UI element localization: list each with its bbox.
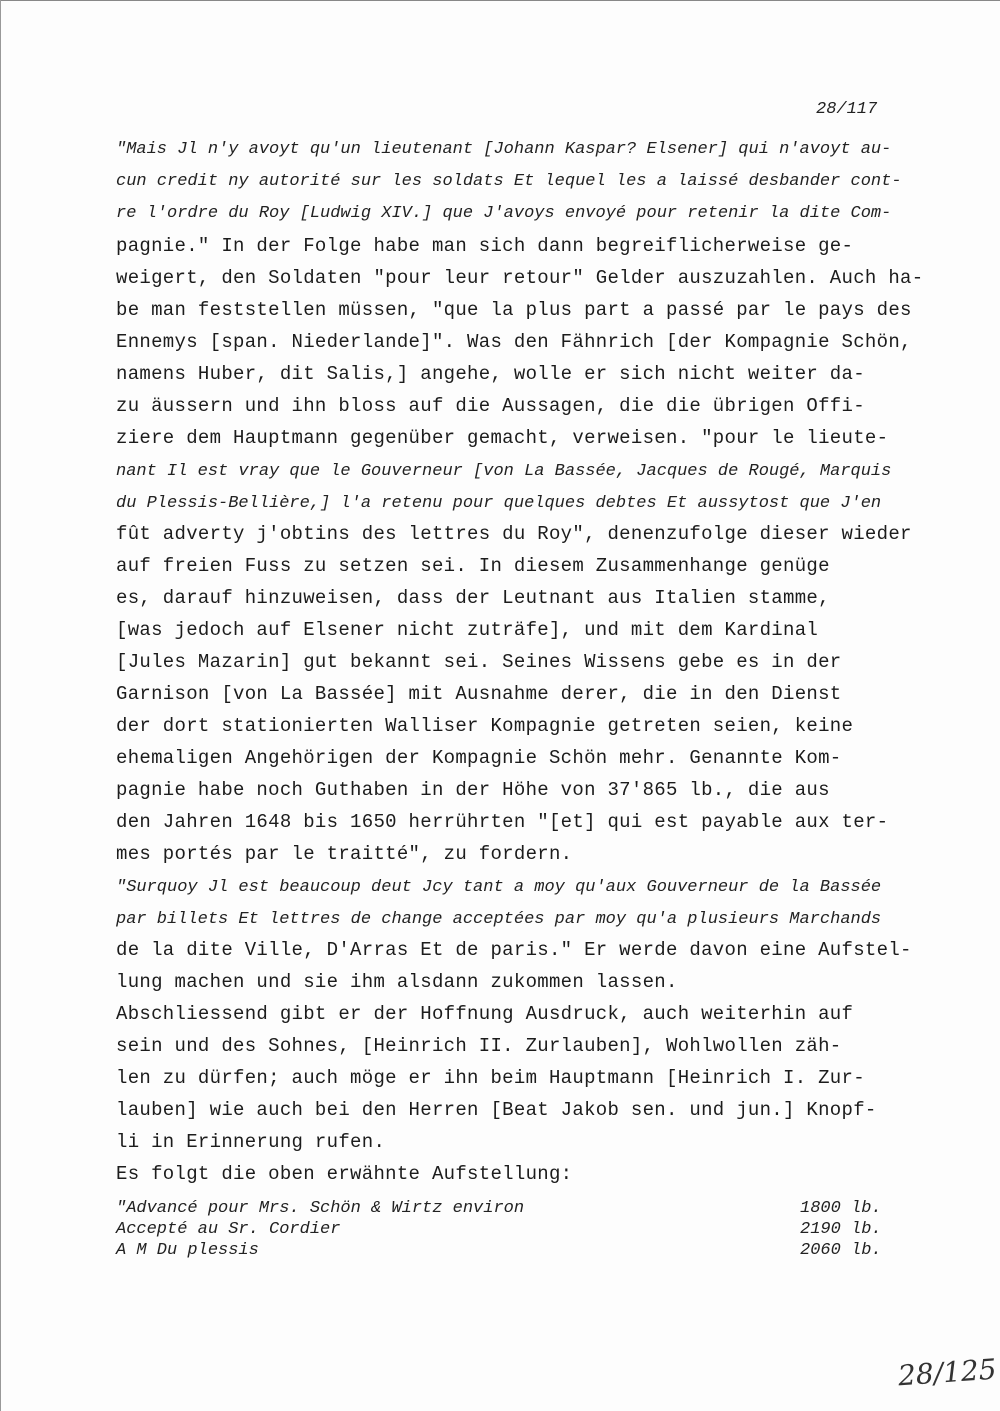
text-line: [was jedoch auf Elsener nicht zuträfe], und mit dem Kardinal: [116, 619, 819, 641]
scan-edge-top: [0, 0, 1000, 1]
scan-edge-left: [0, 0, 1, 1411]
body-text: [116, 134, 924, 1190]
text-line: [116, 486, 888, 518]
text-line-content: du Plessis-Bellière,] l'a retenu pour quelques debtes Et aussytost que J'en: [116, 494, 882, 513]
text-line: namens Huber, dit Salis,] angehe, wolle er sich nicht weiter da-: [116, 363, 865, 385]
text-line: [116, 134, 892, 166]
text-line: ehemaligen Angehörigen der Kompagnie Schön mehr. Genannte Kom-: [116, 747, 842, 769]
text-line: lung machen und sie ihm alsdann zukommen lassen.: [116, 971, 678, 993]
account-label: "Advancé pour Mrs. Schön & Wirtz environ: [116, 1199, 525, 1218]
text-line: zu äussern und ihn bloss auf die Aussagen, die die übrigen Offi-: [116, 395, 865, 417]
text-line: de la dite Ville, D'Arras Et de paris." Er werde davon eine Aufstel-: [116, 939, 912, 961]
text-line: [Jules Mazarin] gut bekannt sei. Seines Wissens gebe es in der: [116, 651, 842, 673]
text-line: [116, 454, 892, 486]
account-list: [116, 1198, 888, 1261]
text-line: fût adverty j'obtins des lettres du Roy", denenzufolge dieser wieder: [116, 523, 912, 545]
text-line: [116, 166, 902, 198]
text-line: pagnie habe noch Guthaben in der Höhe von 37'865 lb., die aus: [116, 779, 830, 801]
account-label: Accepté au Sr. Cordier: [116, 1220, 341, 1239]
text-line: den Jahren 1648 bis 1650 herrührten "[et] qui est payable aux ter-: [116, 811, 889, 833]
text-line: pagnie." In der Folge habe man sich dann begreiflicherweise ge-: [116, 235, 854, 257]
text-line: weigert, den Soldaten "pour leur retour" Gelder auszuzahlen. Auch ha-: [116, 267, 924, 289]
text-line-content: par billets Et lettres de change acceptées par moy qu'a plusieurs Marchands: [116, 910, 882, 929]
text-line: [116, 902, 888, 934]
text-line: der dort stationierten Walliser Kompagnie getreten seien, keine: [116, 715, 854, 737]
text-line: Ennemys [span. Niederlande]". Was den Fähnrich [der Kompagnie Schön,: [116, 331, 912, 353]
text-line-content: nant Il est vray que le Gouverneur [von La Bassée, Jacques de Rougé, Marquis: [116, 462, 892, 481]
text-line: mes portés par le traitté", zu fordern.: [116, 843, 573, 865]
text-line: Garnison [von La Bassée] mit Ausnahme derer, die in den Dienst: [116, 683, 842, 705]
text-line-content: "Surquoy Jl est beaucoup deut Jcy tant a moy qu'aux Gouverneur de la Bassée: [116, 878, 882, 897]
text-line: len zu dürfen; auch möge er ihn beim Hauptmann [Heinrich I. Zur-: [116, 1067, 865, 1089]
text-line: ziere dem Hauptmann gegenüber gemacht, verweisen. "pour le lieute-: [116, 427, 889, 449]
text-line: Abschliessend gibt er der Hoffnung Ausdruck, auch weiterhin auf: [116, 1003, 854, 1025]
text-line: auf freien Fuss zu setzen sei. In diesem Zusammenhange genüge: [116, 555, 830, 577]
text-line-content: "Mais Jl n'y avoyt qu'un lieutenant [Johann Kaspar? Elsener] qui n'avoyt au-: [116, 140, 892, 159]
text-line: Es folgt die oben erwähnte Aufstellung:: [116, 1163, 573, 1185]
account-label: A M Du plessis: [116, 1241, 259, 1260]
handwritten-page-number: 28/125: [896, 1352, 998, 1393]
text-line: [116, 198, 892, 230]
text-line: es, darauf hinzuweisen, dass der Leutnant aus Italien stamme,: [116, 587, 830, 609]
account-amount: 1800 lb.: [800, 1199, 882, 1218]
text-line: sein und des Sohnes, [Heinrich II. Zurlauben], Wohlwollen zäh-: [116, 1035, 842, 1057]
text-line-content: cun credit ny autorité sur les soldats Et lequel les a laissé desbander cont-: [116, 172, 902, 191]
account-amount: 2190 lb.: [800, 1220, 882, 1239]
text-line-content: re l'ordre du Roy [Ludwig XIV.] que J'avoys envoyé pour retenir la dite Com-: [116, 204, 892, 223]
text-line: be man feststellen müssen, "que la plus part a passé par le pays des: [116, 299, 912, 321]
text-line: lauben] wie auch bei den Herren [Beat Jakob sen. und jun.] Knopf-: [116, 1099, 877, 1121]
account-row: [116, 1240, 888, 1261]
page-folio: 28/117: [816, 100, 878, 119]
account-row: [116, 1198, 888, 1219]
text-line: li in Erinnerung rufen.: [116, 1131, 386, 1153]
text-line: [116, 870, 888, 902]
account-row: [116, 1219, 888, 1240]
account-amount: 2060 lb.: [800, 1241, 882, 1260]
